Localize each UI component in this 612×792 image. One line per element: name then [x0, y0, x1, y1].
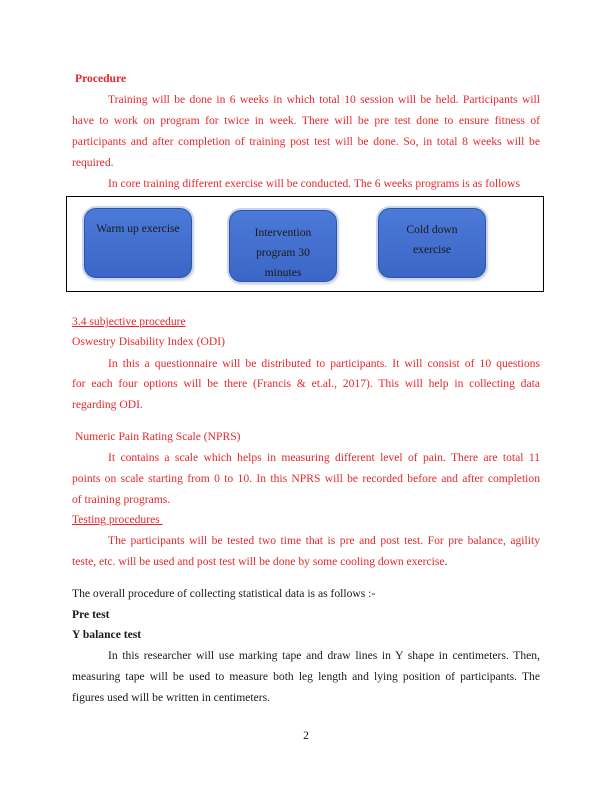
procedure-para2: In core training different exercise will be conducted. The 6 weeks programs is as follows [108, 177, 520, 190]
step-warm-up [84, 208, 192, 278]
subjective-heading: 3.4 subjective procedure [72, 315, 186, 328]
step-intervention [229, 210, 337, 282]
nprs-text-line1: It contains a scale which helps in measuring different level of pain. There are total 11 [108, 451, 540, 464]
nprs-title: Numeric Pain Rating Scale (NPRS) [75, 430, 241, 443]
pre-test-heading: Pre test [72, 608, 110, 621]
step-cool-down-line1: Cold down [406, 223, 458, 236]
testing-heading: Testing procedures [72, 513, 163, 526]
y-balance-line1: In this researcher will use marking tape and draw lines in Y shape in centimeters. Then, [108, 649, 540, 662]
procedure-para1-line4: required. [72, 156, 114, 169]
step-warm-up-label: Warm up exercise [96, 222, 180, 235]
step-cool-down-line2: exercise [413, 243, 451, 256]
y-balance-line2: measuring tape will be used to measure both leg length and lying position of participants. The [72, 670, 540, 683]
y-balance-heading: Y balance test [72, 628, 142, 641]
step-cool-down [378, 208, 486, 278]
y-balance-line3: figures used will be written in centimeters. [72, 691, 271, 704]
procedure-para1-line3: participants and after completion of training post test will be done. So, in total 8 weeks will be [72, 135, 540, 148]
testing-text-line2: teste, etc. will be used and post test will be done by some cooling down exercise [72, 555, 445, 568]
odi-text-line1: In this a questionnaire will be distributed to participants. It will consist of 10 questions [108, 357, 540, 370]
odi-text-line2: for each four options will be there (Francis & et.al., 2017). This will help in collecting data [72, 377, 540, 390]
odi-title: Oswestry Disability Index (ODI) [72, 335, 225, 348]
statistics-intro: The overall procedure of collecting statistical data is as follows :- [72, 587, 376, 600]
nprs-text-line2: points on scale starting from 0 to 10. In this NPRS will be recorded before and after completion [72, 472, 540, 485]
nprs-text-line3: of training programs. [72, 493, 171, 506]
step-intervention-line2: program 30 [256, 246, 310, 259]
procedure-para1-line1: Training will be done in 6 weeks in which total 10 session will be held. Participants will [108, 93, 540, 106]
testing-text-line2-wrap [72, 555, 540, 569]
step-intervention-line1: Intervention [254, 226, 312, 239]
program-diagram [66, 196, 544, 292]
testing-text-line1: The participants will be tested two time that is pre and post test. For pre balance, agility [108, 534, 540, 547]
procedure-heading: Procedure [75, 72, 127, 85]
procedure-para1-line2: have to work on program for twice in week. There will be pre test done to ensure fitness of [72, 114, 540, 127]
page-number: 2 [303, 729, 309, 742]
odi-text-line3: regarding ODI. [72, 398, 143, 411]
step-intervention-line3: minutes [264, 266, 302, 279]
testing-text-period: . [444, 555, 448, 568]
